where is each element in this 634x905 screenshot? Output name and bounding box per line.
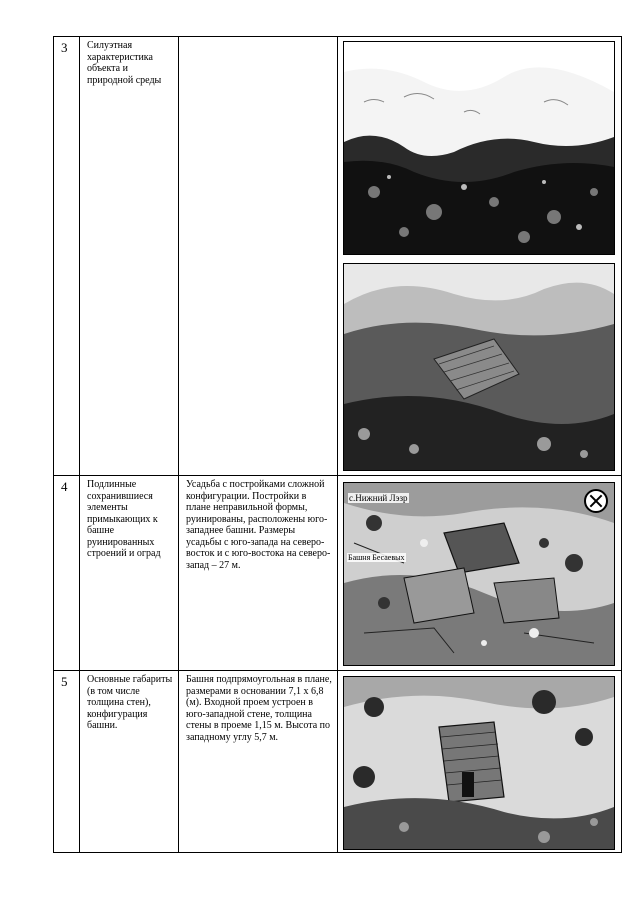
row-description: Усадьба с постройками сложной конфигурации. Постройки в плане неправильной формы, руинированы, расположены юго-западнее башни. Размеры усадьбы с юго-запада на северо-восток и с юго-востока на северо-запад – 27 м. bbox=[186, 479, 331, 571]
village-label: с.Нижний Лэзр bbox=[349, 493, 408, 503]
row-number-cell bbox=[54, 476, 80, 671]
row-label: Основные габариты (в том числе толщина стен), конфигурация башни. bbox=[87, 674, 173, 731]
aerial-photo bbox=[343, 482, 615, 666]
document-page bbox=[53, 36, 621, 849]
row-photo-cell bbox=[338, 37, 622, 476]
silhouette-photo-2 bbox=[343, 263, 615, 471]
row-label-cell bbox=[80, 671, 179, 853]
row-number: 5 bbox=[61, 674, 68, 689]
row-label: Подлинные сохранившиеся элементы примыкающих к башне руинированных строений и оград bbox=[87, 479, 161, 559]
description-table bbox=[53, 36, 622, 853]
row-label: Силуэтная характеристика объекта и природной среды bbox=[87, 40, 162, 86]
tower-label: Башня Бесаевых bbox=[348, 553, 405, 562]
row-description bbox=[179, 37, 337, 40]
row-number: 3 bbox=[61, 40, 68, 55]
silhouette-photo-1 bbox=[343, 41, 615, 255]
table-row-3 bbox=[54, 37, 622, 476]
row-number-cell bbox=[54, 37, 80, 476]
row-number-cell bbox=[54, 671, 80, 853]
row-description-cell bbox=[179, 37, 338, 476]
row-number: 4 bbox=[61, 479, 68, 494]
row-label-cell bbox=[80, 37, 179, 476]
row-photo-cell bbox=[338, 476, 622, 671]
compass-icon bbox=[584, 489, 608, 513]
table-row-5 bbox=[54, 671, 622, 853]
row-photo-cell bbox=[338, 671, 622, 853]
row-description-cell bbox=[179, 476, 338, 671]
table-row-4 bbox=[54, 476, 622, 671]
row-description-cell bbox=[179, 671, 338, 853]
row-label-cell bbox=[80, 476, 179, 671]
tower-photo bbox=[343, 676, 615, 850]
row-description: Башня подпрямоугольная в плане, размерами в основании 7,1 х 6,8 (м). Входной проем устроен в юго-западной стене, толщина стены в проеме 1,15 м. Высота по западному углу 5,7 м. bbox=[186, 674, 332, 743]
